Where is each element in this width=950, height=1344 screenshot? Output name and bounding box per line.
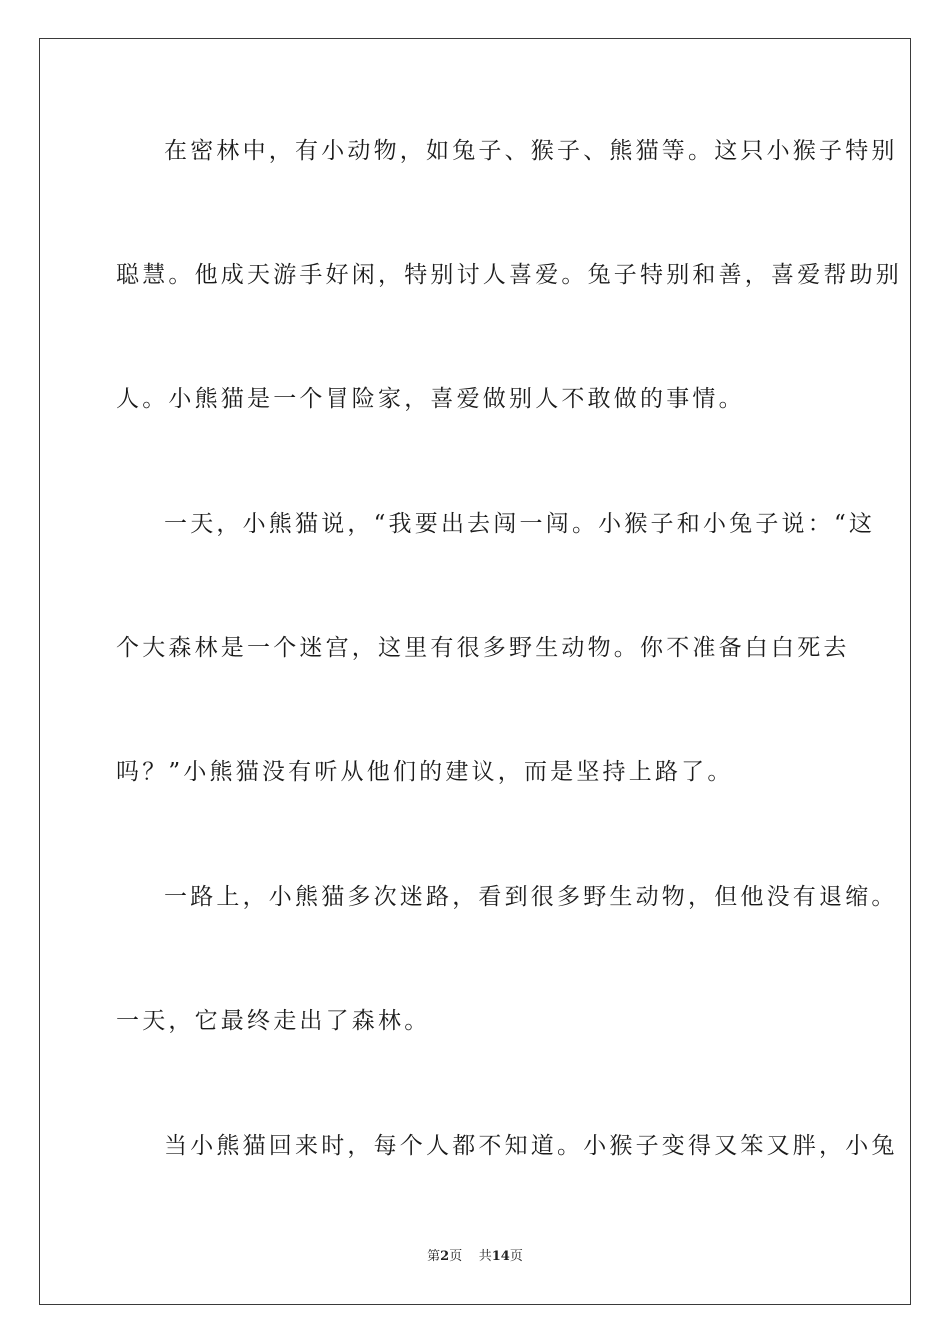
page-border — [39, 38, 911, 1305]
paragraph-1-line-1: 在密林中，有小动物，如兔子、猴子、熊猫等。这只小猴子特别 — [164, 138, 898, 164]
paragraph-2-line-2: 个大森林是一个迷宫，这里有很多野生动物。你不准备白白死去 — [116, 635, 850, 661]
paragraph-2-line-3: 吗？”小熊猫没有听从他们的建议，而是坚持上路了。 — [116, 759, 734, 785]
page-footer — [0, 1248, 950, 1266]
page-number: 2 — [440, 1249, 450, 1264]
paragraph-4-line-1: 当小熊猫回来时，每个人都不知道。小猴子变得又笨又胖，小兔 — [164, 1133, 898, 1159]
total-prefix: 共 — [478, 1249, 492, 1264]
paragraph-2-line-1: 一天，小熊猫说，“我要出去闯一闯。小猴子和小兔子说：“这 — [164, 511, 876, 537]
paragraph-1-line-2: 聪慧。他成天游手好闲，特别讨人喜爱。兔子特别和善，喜爱帮助别 — [116, 262, 902, 288]
total-suffix: 页 — [509, 1249, 523, 1264]
total-pages: 14 — [491, 1249, 510, 1264]
paragraph-3-line-1: 一路上，小熊猫多次迷路，看到很多野生动物，但他没有退缩。 — [164, 884, 898, 910]
paragraph-1-line-3: 人。小熊猫是一个冒险家，喜爱做别人不敢做的事情。 — [116, 386, 745, 412]
page-suffix: 页 — [449, 1249, 463, 1264]
page-prefix: 第 — [427, 1249, 441, 1264]
paragraph-3-line-2: 一天，它最终走出了森林。 — [116, 1008, 431, 1034]
